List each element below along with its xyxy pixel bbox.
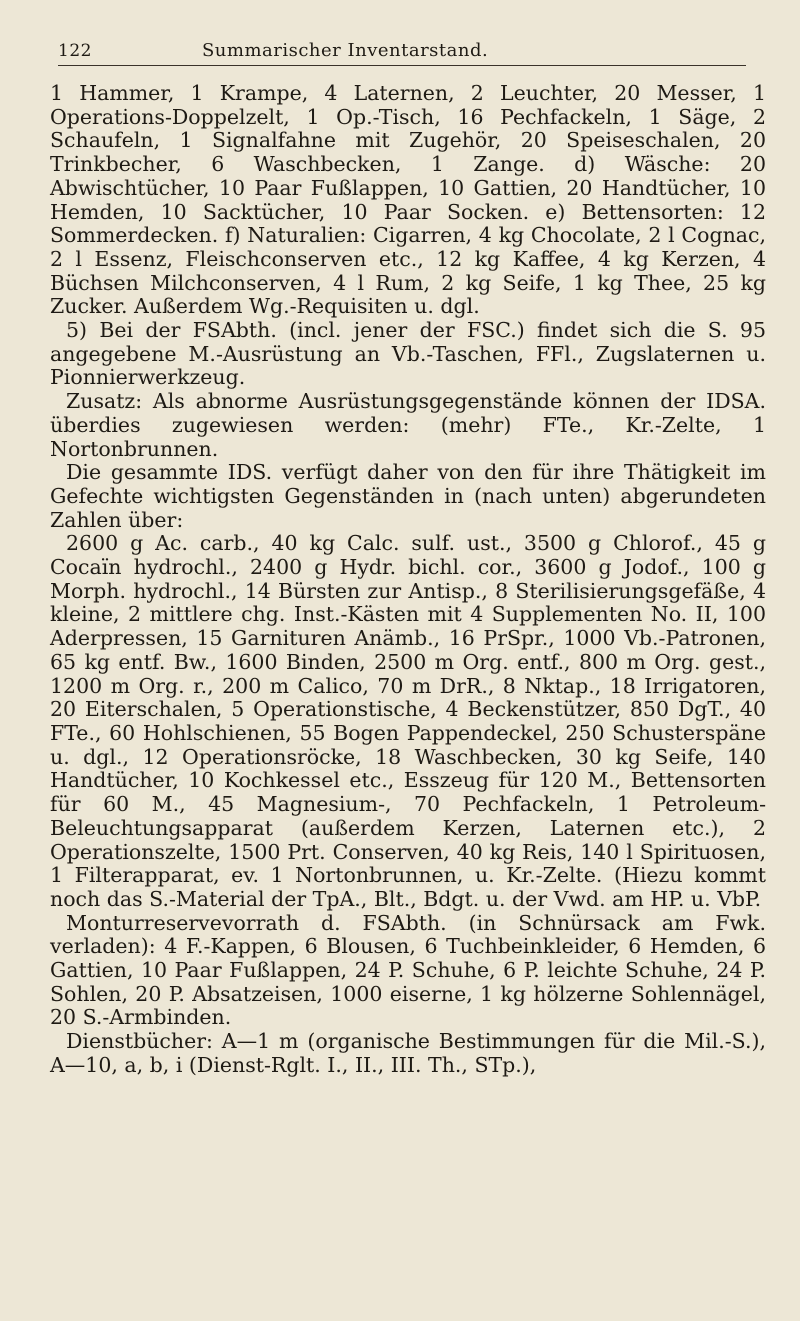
paragraph-montur-reserve: Monturreservevorrath d. FSAbth. (in Schnürsack am Fwk. verladen): 4 F.-Kappen, 6 Blousen, 6 Tuchbeinkleider, 6 Hemden, 6 Gattien, 10 Paar Fußlappen, 24 P. Schuhe, 6 P. leichte Schuhe, 24 P. Sohlen, 20 P. Absatzeisen, 1000 eiserne, 1 kg hölzerne Sohlennägel, 20 S.-Armbinden.: [50, 910, 766, 1030]
running-title: Summarischer Inventarstand.: [201, 40, 489, 61]
paragraph-ids-summary: Die gesammte IDS. verfügt daher von den für ihre Thätigkeit im Gefechte wichtigsten Gegenständen in (nach unten) abgerundeten Zahlen über:: [50, 460, 766, 532]
paragraph-material-totals: 2600 g Ac. carb., 40 kg Calc. sulf. ust., 3500 g Chlorof., 45 g Cocaïn hydrochl., 2400 g Hydr. bichl. cor., 3600 g Jodof., 100 g Morph. hydrochl., 14 Bürsten zur Antisp., 8 Sterilisierungsgefäße, 4 kleine, 2 mittlere chg. Inst.-Kästen mit 4 Supplementen No. II, 100 Aderpressen, 15 Garnituren Anämb., 16 PrSpr., 1000 Vb.-Patronen, 65 kg entf. Bw., 1600 Binden, 2500 m Org. entf., 800 m Org. gest., 1200 m Org. r., 200 m Calico, 70 m DrR., 8 Nktap., 18 Irrigatoren, 20 Eiterschalen, 5 Operationstische, 4 Beckenstützer, 850 DgT., 40 FTe., 60 Hohlschienen, 55 Bogen Pappendeckel, 250 Schusterspäne u. dgl., 12 Operationsröcke, 18 Waschbecken, 30 kg Seife, 140 Handtücher, 10 Kochkessel etc., Esszeug für 120 M., Bettensorten für 60 M., 45 Magnesium-, 70 Pechfackeln, 1 Petroleum-Beleuchtungsapparat (außerdem Kerzen, Laternen etc.), 2 Operationszelte, 1500 Prt. Conserven, 40 kg Reis, 140 l Spirituosen, 1 Filterapparat, ev. 1 Nortonbrunnen, u. Kr.-Zelte. (Hiezu kommt noch das S.-Material der TpA., Blt., Bdgt. u. der Vwd. am HP. u. VbP.: [50, 531, 766, 911]
paragraph-zusatz: Zusatz: Als abnorme Ausrüstungsgegenstände können der IDSA. überdies zugewiesen werden: (mehr) FTe., Kr.-Zelte, 1 Nortonbrunnen.: [50, 389, 766, 461]
paragraph-dienstbuecher: Dienstbücher: A—1 m (organische Bestimmungen für die Mil.-S.), A—10, a, b, i (Dienst-Rglt. I., II., III. Th., STp.),: [50, 1029, 766, 1077]
page-header: [58, 40, 746, 66]
page-body: [50, 82, 766, 1078]
paragraph-fsabth-note: 5) Bei der FSAbth. (incl. jener der FSC.) findet sich die S. 95 angegebene M.-Ausrüstung an Vb.-Taschen, FFl., Zugslaternen u. Pionnierwerkzeug.: [50, 318, 766, 390]
paragraph-inventory-list: 1 Hammer, 1 Krampe, 4 Laternen, 2 Leuchter, 20 Messer, 1 Operations-Doppelzelt, 1 Op.-Tisch, 16 Pechfackeln, 1 Säge, 2 Schaufeln, 1 Signalfahne mit Zugehör, 20 Speiseschalen, 20 Trinkbecher, 6 Waschbecken, 1 Zange. d) Wäsche: 20 Abwischtücher, 10 Paar Fußlappen, 10 Gattien, 20 Handtücher, 10 Hemden, 10 Sacktücher, 10 Paar Socken. e) Bettensorten: 12 Sommerdecken. f) Naturalien: Cigarren, 4 kg Chocolate, 2 l Cognac, 2 l Essenz, Fleischconserven etc., 12 kg Kaffee, 4 kg Kerzen, 4 Büchsen Milchconserven, 4 l Rum, 2 kg Seife, 1 kg Thee, 25 kg Zucker. Außerdem Wg.-Requisiten u. dgl.: [50, 81, 766, 319]
page-number: 122: [58, 41, 92, 61]
